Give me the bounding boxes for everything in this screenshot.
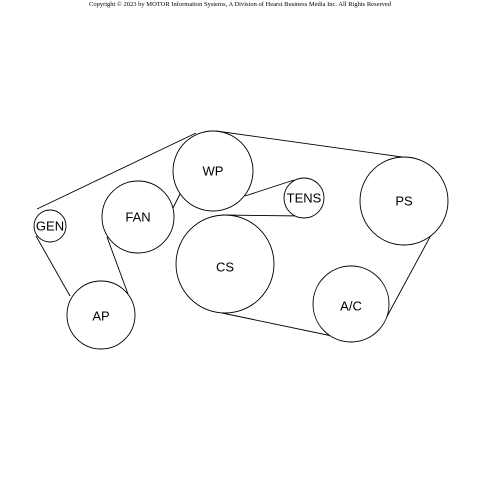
pulley-gen bbox=[34, 210, 66, 242]
copyright-notice: Copyright © 2023 by MOTOR Information Systems, A Division of Hearst Business Media Inc. All Rights Reserved bbox=[89, 1, 391, 8]
pulley-ac-label: A/C bbox=[340, 298, 362, 314]
pulley-gen-label: GEN bbox=[35, 218, 65, 234]
belt-segment-wp-fan bbox=[173, 192, 181, 208]
pulley-wp-label: WP bbox=[202, 163, 224, 179]
pulley-wp bbox=[173, 131, 253, 211]
pulley-fan-label: FAN bbox=[125, 209, 151, 225]
pulley-cs bbox=[176, 215, 274, 313]
pulley-ps bbox=[360, 157, 448, 245]
pulley-ac bbox=[313, 266, 389, 342]
pulley-ps-label: PS bbox=[395, 193, 413, 209]
pulley-fan bbox=[102, 181, 174, 253]
pulley-ap bbox=[67, 281, 135, 349]
belt-segment-ap-gen bbox=[36, 236, 70, 296]
pulley-tens-label: TENS bbox=[286, 190, 322, 206]
pulley-ap-label: AP bbox=[92, 308, 110, 324]
pulley-tens bbox=[284, 178, 324, 218]
pulley-cs-label: CS bbox=[215, 259, 235, 275]
